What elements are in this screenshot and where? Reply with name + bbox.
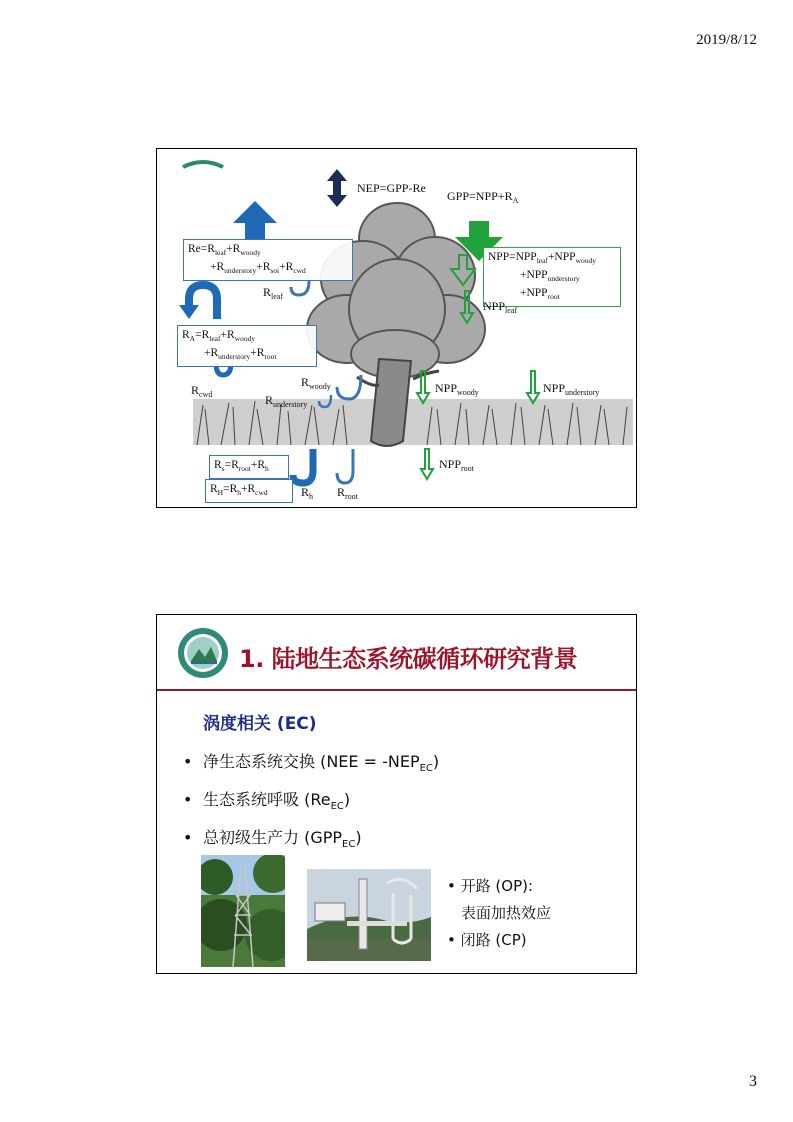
page-number: 3 xyxy=(749,1073,757,1090)
ra-equation-box: $R_A=R_{leaf}+R_{woody}$ $+R_{understory}+R_{root}$ xyxy=(177,325,317,367)
nppwoody-label: $NPP_{woody}$ xyxy=(435,381,479,397)
re-equation-box: $Re=R_{leaf}+R_{woody}$ $+R_{understory}+R_{soi}+R_{cwd}$ xyxy=(183,239,353,281)
ra-return-arrow-icon xyxy=(189,285,217,319)
ec-instrument-photo xyxy=(307,869,431,961)
rroot-arrow-icon xyxy=(337,449,353,483)
flux-tower-photo xyxy=(201,855,285,967)
rleaf-label: $R_{leaf}$ xyxy=(263,285,284,301)
slide-title: 1. 陆地生态系统碳循环研究背景 xyxy=(239,645,578,673)
bullet-gpp: • 总初级生产力 $(GPP_{EC})$ xyxy=(183,828,362,850)
npp-equation-box: $NPP=NPP_{leaf}+NPP_{woody}$ $+NPP_{understory}$ $+NPP_{root}$ xyxy=(483,247,621,307)
runderstory-label: $R_{understory}$ xyxy=(265,393,308,409)
university-logo-icon xyxy=(177,627,229,679)
nppunderstory-label: $NPP_{understory}$ xyxy=(543,381,600,397)
logo-fragment-icon xyxy=(183,162,223,167)
rroot-label: $R_{root}$ xyxy=(337,485,358,501)
nppleaf-label: $NPP_{leaf}$ xyxy=(483,299,518,315)
slide-carbon-flux-diagram xyxy=(156,148,637,508)
bullet-re: • 生态系统呼吸 $(Re_{EC})$ xyxy=(183,790,351,812)
bullet-nee: • 净生态系统交换 $(NEE = -NEP_{EC})$ xyxy=(183,752,440,774)
npproot-label: $NPP_{root}$ xyxy=(439,457,474,473)
tree-canopy-icon xyxy=(307,203,485,378)
nep-label: NEP=GPP-Re xyxy=(357,181,426,195)
rwoody-label: $R_{woody}$ xyxy=(301,375,331,391)
rh-label: $R_h$ xyxy=(301,485,314,501)
slide-ec-background xyxy=(156,614,637,974)
side-bullet-heating: 表面加热效应 xyxy=(461,904,552,922)
slide-title-bar xyxy=(157,615,636,691)
side-bullet-op: • 开路 (OP): xyxy=(447,877,534,895)
re-up-arrow-icon xyxy=(233,201,277,239)
rleaf-arrow-icon xyxy=(291,281,309,295)
rs-equation-box: $R_s=R_{root}+R_h$ xyxy=(209,455,289,479)
rcwd-label: $R_{cwd}$ xyxy=(191,383,213,399)
rh-equation-box: $R_H=R_h+R_{cwd}$ xyxy=(205,479,293,503)
gpp-label: $GPP=NPP+R_A$ xyxy=(447,189,519,205)
nep-double-arrow-icon xyxy=(327,169,347,207)
side-bullet-cp: • 闭路 (CP) xyxy=(447,931,527,949)
subhead-ec: 涡度相关 (EC) xyxy=(203,714,317,734)
rh-arrow-icon xyxy=(293,449,313,483)
page-date: 2019/8/12 xyxy=(696,32,757,48)
